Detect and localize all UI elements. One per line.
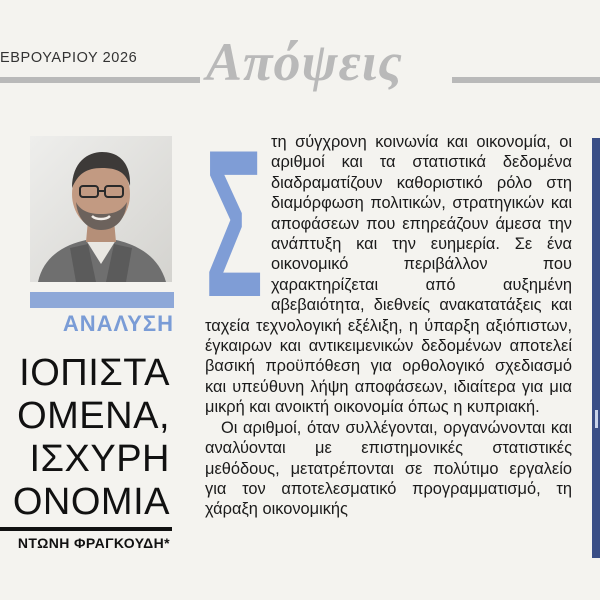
svg-text:Σ: Σ	[205, 136, 263, 310]
adjacent-column-mark	[595, 410, 598, 428]
headline-line-2: ΟΜΕΝΑ,	[17, 395, 170, 437]
header-rule-right	[452, 77, 600, 83]
article-paragraph-1: τη σύγχρονη κοινωνία και οικονομία, οι αριθμοί και τα στατιστικά δεδομένα διαδραματίζουν καθοριστικό ρόλο στη διαμόρφωση πολιτικών, στρατηγικών και αποφάσεων που επηρεάζουν άμεσα την ανάπτυξη και την ευημερία. Σε ένα οικονομικό περιβάλλον που χαρακτηρίζεται από αυξημένη αβεβαιότητα, διεθνείς ανακατατάξεις και ταχεία τεχνολογική εξέλιξη, η ύπαρξη αξιόπιστων, έγκαιρων και αντικειμενικών δεδομένων αποτελεί βασική προϋπόθεση για ορθολογικό σχεδιασμό και υπεύθυνη λήψη αποφάσεων, ιδιαίτερα για μια μικρή και ανοικτή οικονομία όπως η κυπριακή.	[205, 133, 572, 417]
headline-line-1: ΙΟΠΙΣΤΑ	[19, 352, 170, 394]
article-paragraph-2: Οι αριθμοί, όταν συλλέγονται, οργανώνονται και αναλύονται με επιστημονικές στατιστικές μεθόδους, μετατρέπονται σε πολύτιμο εργαλείο για τον αποτελεσματικό προγραμματισμό, τη χάραξη οικονομικής	[205, 418, 572, 519]
byline: ΝΤΩΝΗ ΦΡΑΓΚΟΥΔΗ*	[17, 535, 170, 551]
adjacent-column-strip	[592, 138, 600, 558]
analysis-accent-bar	[30, 292, 174, 308]
dropcap-letter	[205, 136, 263, 310]
portrait-photo-icon	[30, 136, 172, 282]
author-photo	[30, 136, 172, 282]
header-date: ΕΒΡΟΥΑΡΙΟΥ 2026	[0, 50, 138, 66]
headline	[13, 352, 170, 524]
analysis-label: ΑΝΑΛΥΣΗ	[62, 311, 174, 336]
headline-rule	[0, 527, 172, 531]
article-body	[205, 132, 572, 520]
header-rule-left	[0, 77, 200, 83]
headline-line-3: ΙΣΧΥΡΗ	[29, 438, 170, 480]
headline-line-4: ΟΝΟΜΙΑ	[12, 481, 170, 523]
section-title: Απόψεις	[206, 32, 403, 92]
